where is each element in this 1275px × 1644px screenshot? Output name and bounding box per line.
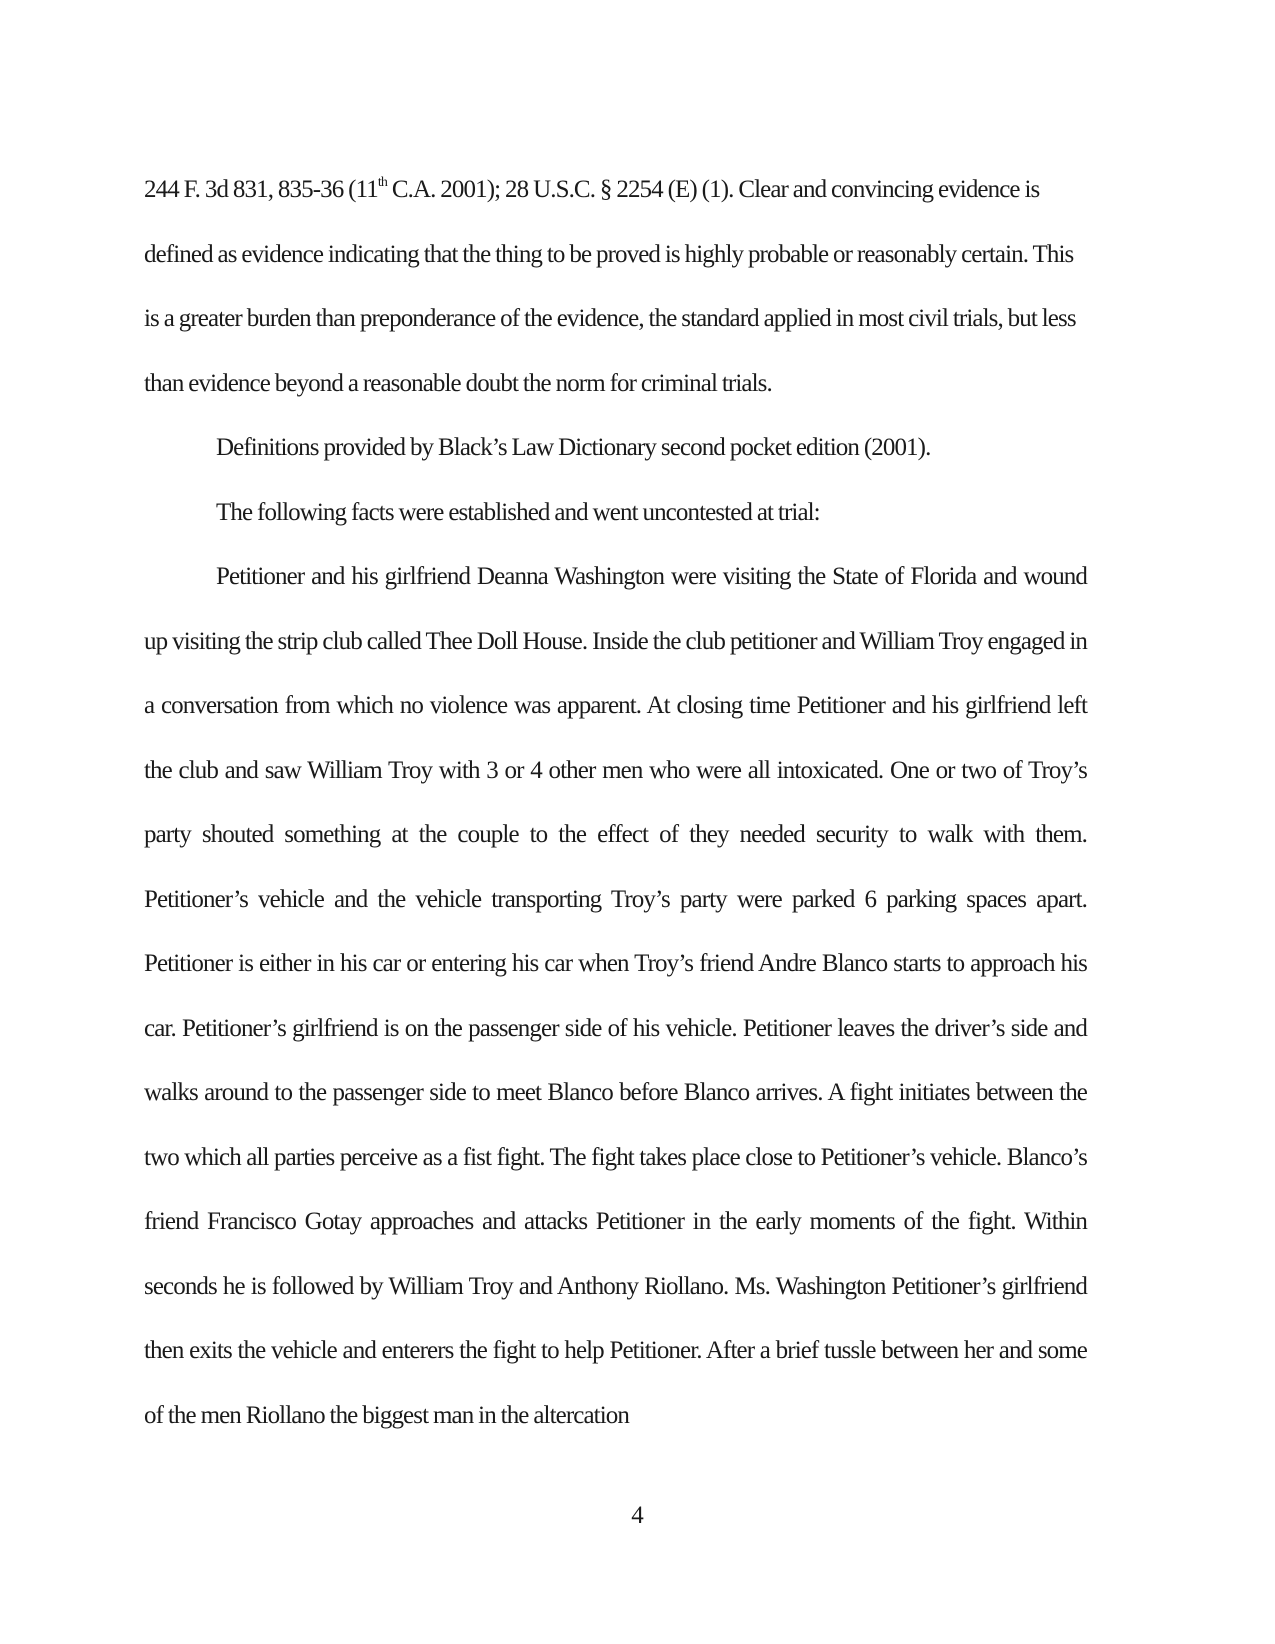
page-number: 4 <box>631 1502 644 1529</box>
paragraph-definitions-source: Definitions provided by Black’s Law Dictionary second pocket edition (2001). <box>216 434 931 461</box>
paragraph-clear-and-convincing-evidence <box>144 158 1087 416</box>
ordinal-superscript: th <box>377 174 387 190</box>
citation-text: 244 F. 3d 831, 835-36 (11 <box>144 176 378 203</box>
paragraph-facts-intro: The following facts were established and went uncontested at trial: <box>216 498 820 526</box>
document-body <box>144 158 1087 1448</box>
paragraph-facts-narrative: Petitioner and his girlfriend Deanna Washington were visiting the State of Florida and wound up visiting the strip club called Thee Doll House. Inside the club petitioner and William Troy engaged in a conversation from which no violence was apparent. At closing time Petitioner and his girlfriend left the club and saw William Troy with 3 or 4 other men who were all intoxicated. One or two of Troy’s party shouted something at the couple to the effect of they needed security to walk with them. Petitioner’s vehicle and the vehicle transporting Troy’s party were parked 6 parking spaces apart. Petitioner is either in his car or entering his car when Troy’s friend Andre Blanco starts to approach his car. Petitioner’s girlfriend is on the passenger side of his vehicle. Petitioner leaves the driver’s side and walks around to the passenger side to meet Blanco before Blanco arrives. A fight initiates between the two which all parties perceive as a fist fight. The fight takes place close to Petitioner’s vehicle. Blanco’s friend Francisco Gotay approaches and attacks Petitioner in the early moments of the fight. Within seconds he is followed by William Troy and Anthony Riollano. Ms. Washington Petitioner’s girlfriend then exits the vehicle and enterers the fight to help Petitioner. After a brief tussle between her and some of the men Riollano the biggest man in the altercation <box>144 563 1087 1429</box>
paragraph-text: C.A. 2001); 28 U.S.C. § 2254 (E) (1). Clear and convincing evidence is defined as evidence indicating that the thing to be proved is highly probable or reasonably certain. This is a greater burden than preponderance of the evidence, the standard applied in most civil trials, but less than evidence beyond a reasonable doubt the norm for criminal trials. <box>144 176 1076 397</box>
